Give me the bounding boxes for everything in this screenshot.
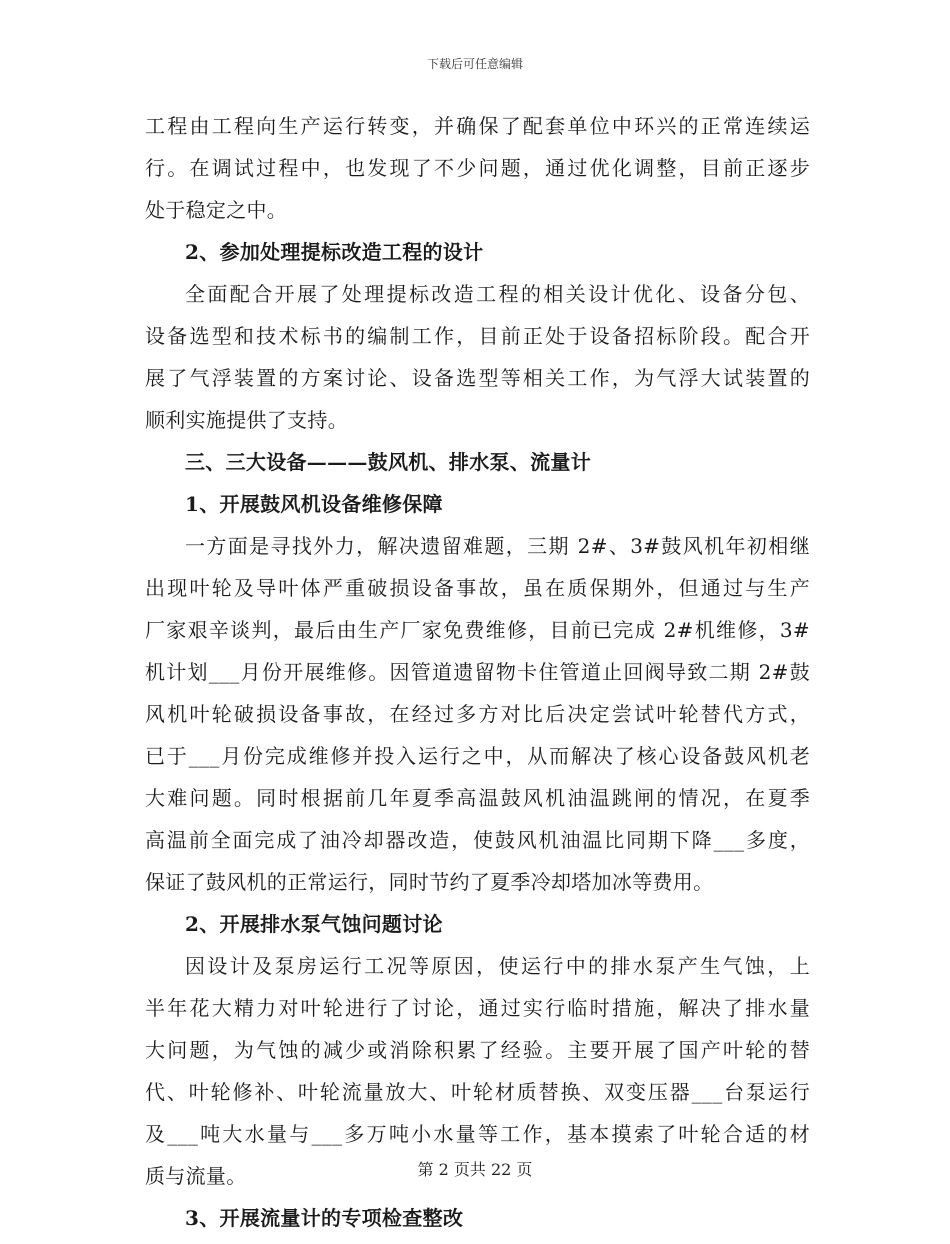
paragraph-line: 厂家艰辛谈判，最后由生产厂家免费维修，目前已完成 2#机维修，3# <box>145 618 810 642</box>
paragraph-line: 展了气浮装置的方案讨论、设备选型等相关工作，为气浮大试装置的 <box>145 366 810 390</box>
paragraph-line: 高温前全面完成了油冷却器改造，使鼓风机油温比同期下降___多度， <box>145 828 810 852</box>
paragraph-line: 风机叶轮破损设备事故，在经过多方对比后决定尝试叶轮替代方式， <box>145 702 810 726</box>
section-heading: 2、开展排水泵气蚀问题讨论 <box>185 912 443 936</box>
paragraph-line: 半年花大精力对叶轮进行了讨论，通过实行临时措施，解决了排水量 <box>145 996 810 1020</box>
paragraph-line: 已于___月份完成维修并投入运行之中，从而解决了核心设备鼓风机老 <box>145 744 810 768</box>
paragraph-line: 机计划___月份开展维修。因管道遗留物卡住管道止回阀导致二期 2#鼓 <box>145 660 810 684</box>
paragraph-line: 保证了鼓风机的正常运行，同时节约了夏季冷却塔加冰等费用。 <box>145 870 714 894</box>
paragraph-line: 设备选型和技术标书的编制工作，目前正处于设备招标阶段。配合开 <box>145 324 810 348</box>
paragraph-line: 行。在调试过程中，也发现了不少问题，通过优化调整，目前正逐步 <box>145 156 810 180</box>
paragraph-line: 质与流量。 <box>145 1164 247 1188</box>
paragraph-line: 一方面是寻找外力，解决遗留难题，三期 2#、3#鼓风机年初相继 <box>185 534 810 558</box>
section-heading: 三、三大设备———鼓风机、排水泵、流量计 <box>185 450 591 474</box>
paragraph-line: 处于稳定之中。 <box>145 198 288 222</box>
paragraph-line: 因设计及泵房运行工况等原因，使运行中的排水泵产生气蚀，上 <box>185 954 810 978</box>
page-header: 下载后可任意编辑 <box>426 57 523 71</box>
paragraph-line: 全面配合开展了处理提标改造工程的相关设计优化、设备分包、 <box>185 282 810 306</box>
page-footer: 第 2 页共 22 页 <box>417 1160 533 1179</box>
paragraph-line: 顺利实施提供了支持。 <box>145 408 348 432</box>
paragraph-line: 出现叶轮及导叶体严重破损设备事故，虽在质保期外，但通过与生产 <box>145 576 810 600</box>
paragraph-line: 大难问题。同时根据前几年夏季高温鼓风机油温跳闸的情况，在夏季 <box>145 786 810 810</box>
paragraph-line: 代、叶轮修补、叶轮流量放大、叶轮材质替换、双变压器___台泵运行 <box>145 1080 810 1104</box>
section-heading: 2、参加处理提标改造工程的设计 <box>185 240 484 264</box>
paragraph-line: 工程由工程向生产运行转变，并确保了配套单位中环兴的正常连续运 <box>145 114 810 138</box>
section-heading: 3、开展流量计的专项检查整改 <box>185 1206 464 1230</box>
document-body <box>145 110 810 1244</box>
section-heading: 1、开展鼓风机设备维修保障 <box>185 492 443 516</box>
paragraph-line: 及___吨大水量与___多万吨小水量等工作，基本摸索了叶轮合适的材 <box>145 1122 810 1146</box>
paragraph-line: 大问题，为气蚀的减少或消除积累了经验。主要开展了国产叶轮的替 <box>145 1038 810 1062</box>
